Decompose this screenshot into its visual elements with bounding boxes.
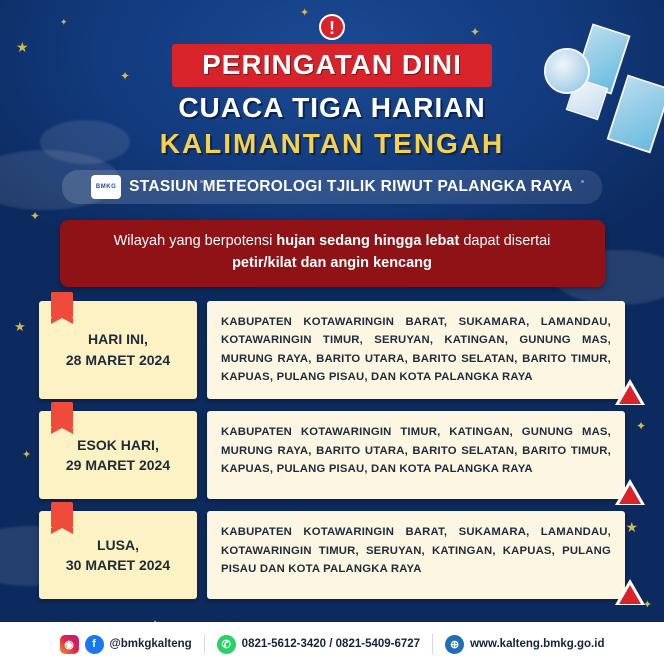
forecast-rows [39,301,625,600]
star-decoration: ★ [16,39,29,55]
day-date: 29 MARET 2024 [65,457,171,473]
notice-highlight-1: hujan sedang hingga lebat [276,233,460,249]
star-decoration: ★ [625,519,638,535]
bookmark-tag-icon [51,402,73,428]
globe-icon[interactable]: ⊕ [445,635,464,654]
divider [204,634,205,654]
whatsapp-icon[interactable]: ✆ [217,635,236,654]
bookmark-tag-icon [51,292,73,318]
star-decoration: ✦ [120,69,131,83]
star-decoration: ✦ [60,17,68,27]
page-title-line1: PERINGATAN DINI [172,44,492,87]
star-decoration: ✦ [635,419,646,433]
bookmark-tag-icon [51,502,73,528]
page-title-line3: KALIMANTAN TENGAH [159,128,505,159]
day-card [39,511,197,599]
poster-header [0,0,664,204]
page-title-line2: CUACA TIGA HARIAN [178,92,486,123]
area-list: KABUPATEN KOTAWARINGIN BARAT, SUKAMARA, LAMANDAU, KOTAWARINGIN TIMUR, SERUYAN, KATINGAN, KAPUAS, PULANG PISAU DAN KOTA PALANGKA RAYA [207,511,625,599]
exclamation-icon: ! [319,14,345,40]
divider [432,634,433,654]
day-card [39,411,197,499]
social-group[interactable] [60,635,192,654]
area-list: KABUPATEN KOTAWARINGIN BARAT, SUKAMARA, LAMANDAU, KOTAWARINGIN TIMUR, SERUYAN, KATINGAN, GUNUNG MAS, MURUNG RAYA, BARITO UTARA, BARITO SELATAN, BARITO TIMUR, KAPUAS, PULANG PISAU, DAN KOTA PALANGKA RAYA [207,301,625,400]
area-list: KABUPATEN KOTAWARINGIN TIMUR, KATINGAN, GUNUNG MAS, MURUNG RAYA, BARITO UTARA, BARITO SELATAN, BARITO TIMUR, KAPUAS, PULANG PISAU, DAN KOTA PALANGKA RAYA [207,411,625,499]
day-card [39,301,197,400]
warning-triangle-icon [589,469,619,497]
website-group[interactable] [445,635,604,654]
warning-triangle-icon [589,569,619,597]
notice-middle: dapat disertai [459,233,551,249]
warning-triangle-icon [589,369,619,397]
star-decoration: ✦ [300,7,310,19]
website-url: www.kalteng.bmkg.go.id [470,638,605,650]
notice-banner [60,220,605,287]
notice-prefix: Wilayah yang berpotensi [113,233,277,249]
day-date: 28 MARET 2024 [65,351,171,368]
forecast-row [39,301,625,400]
forecast-row [39,411,625,499]
day-label: HARI INI, [88,331,148,348]
phone-group[interactable] [217,635,420,654]
bmkg-logo-icon [91,175,121,199]
station-bar [62,170,602,204]
star-decoration: ✦ [642,599,652,611]
facebook-icon[interactable]: f [85,635,104,654]
station-name: STASIUN METEOROLOGI TJILIK RIWUT PALANGKA RAYA [129,178,573,195]
forecast-row [39,511,625,599]
footer-bar [0,622,664,666]
day-date: 30 MARET 2024 [65,557,171,573]
star-decoration: ✦ [22,449,32,461]
instagram-icon[interactable]: ◉ [60,635,79,654]
phone-numbers: 0821-5612-3420 / 0821-5409-6727 [241,638,421,650]
bmkg-logo-text: BMKG [95,184,117,190]
star-decoration: ★ [14,319,26,334]
social-handle: @bmkgkalteng [109,638,192,650]
day-label: ESOK HARI, [77,436,159,453]
notice-highlight-2: petir/kilat dan angin kencang [232,254,432,271]
day-label: LUSA, [97,536,139,553]
star-decoration: ✦ [470,25,481,39]
star-decoration: ✦ [30,209,41,223]
